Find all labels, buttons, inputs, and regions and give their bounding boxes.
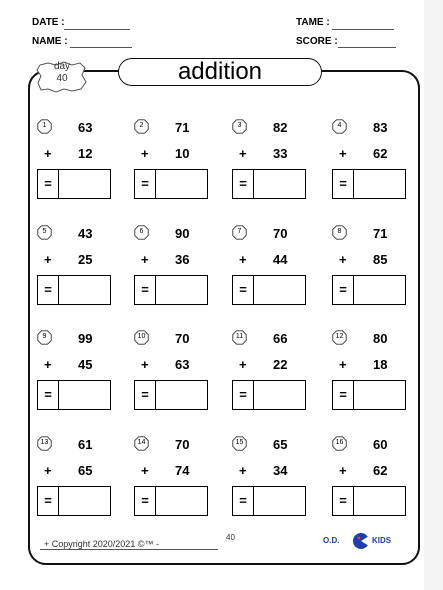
logo-left-text: O.D. [323, 536, 340, 545]
plus-sign: + [141, 146, 149, 161]
problem-number: 15 [235, 439, 244, 446]
problem-number-badge [332, 436, 347, 451]
addend-bottom: 63 [175, 357, 190, 372]
plus-sign: + [239, 146, 247, 161]
problem-10 [134, 330, 214, 410]
addend-top: 71 [175, 120, 190, 135]
addend-bottom: 44 [273, 252, 288, 267]
copyright-text: + Copyright 2020/2021 ©™ - [44, 539, 159, 549]
answer-box[interactable] [37, 486, 111, 516]
answer-box[interactable] [232, 380, 306, 410]
addend-bottom: 65 [78, 463, 93, 478]
problem-number-badge [134, 119, 149, 134]
addend-top: 61 [78, 437, 93, 452]
plus-sign: + [44, 463, 52, 478]
addend-top: 80 [373, 331, 388, 346]
problem-3 [232, 119, 312, 199]
logo-right-text: KIDS [372, 536, 392, 545]
answer-box[interactable] [232, 486, 306, 516]
plus-sign: + [239, 252, 247, 267]
addend-top: 60 [373, 437, 388, 452]
answer-box[interactable] [134, 486, 208, 516]
plus-sign: + [44, 146, 52, 161]
addend-bottom: 12 [78, 146, 93, 161]
addend-top: 71 [373, 226, 388, 241]
addend-top: 63 [78, 120, 93, 135]
problem-number: 12 [335, 333, 344, 340]
addend-top: 66 [273, 331, 288, 346]
page-number: 40 [226, 533, 235, 542]
equals-sign: = [38, 276, 59, 304]
problem-2 [134, 119, 214, 199]
plus-sign: + [44, 252, 52, 267]
problem-number: 5 [42, 228, 47, 235]
equals-sign: = [135, 170, 156, 198]
addend-bottom: 18 [373, 357, 388, 372]
equals-sign: = [135, 487, 156, 515]
plus-sign: + [339, 146, 347, 161]
plus-sign: + [339, 463, 347, 478]
addend-top: 70 [273, 226, 288, 241]
addend-bottom: 45 [78, 357, 93, 372]
problem-number: 6 [139, 228, 144, 235]
date-label: DATE : [32, 17, 65, 28]
addend-top: 90 [175, 226, 190, 241]
plus-sign: + [339, 252, 347, 267]
plus-sign: + [239, 463, 247, 478]
addend-bottom: 62 [373, 146, 388, 161]
problem-7 [232, 225, 312, 305]
equals-sign: = [333, 276, 354, 304]
equals-sign: = [333, 381, 354, 409]
addend-bottom: 33 [273, 146, 288, 161]
problem-number-badge [37, 436, 52, 451]
date-line [64, 29, 130, 30]
score-line [338, 47, 396, 48]
problem-number-badge [134, 436, 149, 451]
equals-sign: = [135, 381, 156, 409]
addend-bottom: 34 [273, 463, 288, 478]
problem-8 [332, 225, 412, 305]
addend-bottom: 74 [175, 463, 190, 478]
equals-sign: = [38, 170, 59, 198]
addend-top: 99 [78, 331, 93, 346]
equals-sign: = [233, 381, 254, 409]
answer-box[interactable] [37, 275, 111, 305]
problem-number-badge [232, 330, 247, 345]
problem-4 [332, 119, 412, 199]
odkids-logo [323, 531, 399, 551]
problem-number: 2 [139, 122, 144, 129]
day-number: 40 [56, 73, 68, 84]
answer-box[interactable] [332, 486, 406, 516]
answer-box[interactable] [332, 380, 406, 410]
problem-number: 14 [137, 439, 146, 446]
problem-5 [37, 225, 117, 305]
addend-bottom: 85 [373, 252, 388, 267]
problem-number-badge [232, 119, 247, 134]
equals-sign: = [135, 276, 156, 304]
footer-line [40, 549, 218, 550]
problem-number-badge [37, 119, 52, 134]
plus-sign: + [141, 252, 149, 267]
problem-number: 11 [235, 333, 244, 340]
answer-box[interactable] [134, 169, 208, 199]
equals-sign: = [233, 276, 254, 304]
equals-sign: = [38, 381, 59, 409]
tame-label: TAME : [296, 17, 330, 28]
problem-13 [37, 436, 117, 516]
answer-box[interactable] [332, 169, 406, 199]
problem-number-badge [37, 225, 52, 240]
answer-box[interactable] [134, 275, 208, 305]
equals-sign: = [233, 487, 254, 515]
problem-14 [134, 436, 214, 516]
logo-mark-icon [352, 532, 370, 550]
problem-number-badge [332, 225, 347, 240]
problem-9 [37, 330, 117, 410]
addend-top: 83 [373, 120, 388, 135]
problem-number: 7 [237, 228, 242, 235]
equals-sign: = [333, 487, 354, 515]
plus-sign: + [141, 463, 149, 478]
answer-box[interactable] [232, 169, 306, 199]
problem-number: 13 [40, 439, 49, 446]
problem-number-badge [332, 119, 347, 134]
answer-box[interactable] [332, 275, 406, 305]
day-badge [36, 60, 88, 94]
name-label: NAME : [32, 36, 68, 47]
problem-number-badge [134, 225, 149, 240]
addend-top: 70 [175, 331, 190, 346]
addend-top: 43 [78, 226, 93, 241]
plus-sign: + [339, 357, 347, 372]
page-title: addition [118, 58, 322, 86]
addend-top: 65 [273, 437, 288, 452]
day-badge-text [36, 61, 88, 85]
problem-number: 1 [42, 122, 47, 129]
problem-16 [332, 436, 412, 516]
day-label: day [53, 61, 71, 72]
addend-bottom: 25 [78, 252, 93, 267]
problem-number-badge [232, 225, 247, 240]
problem-number: 4 [337, 122, 342, 129]
addend-bottom: 22 [273, 357, 288, 372]
answer-box[interactable] [37, 169, 111, 199]
problem-1 [37, 119, 117, 199]
problem-number: 8 [337, 228, 342, 235]
problem-number: 9 [42, 333, 47, 340]
addend-bottom: 10 [175, 146, 190, 161]
plus-sign: + [239, 357, 247, 372]
answer-box[interactable] [134, 380, 208, 410]
answer-box[interactable] [232, 275, 306, 305]
problem-number: 10 [137, 333, 146, 340]
equals-sign: = [233, 170, 254, 198]
addend-bottom: 36 [175, 252, 190, 267]
problem-number-badge [232, 436, 247, 451]
plus-sign: + [44, 357, 52, 372]
addend-top: 70 [175, 437, 190, 452]
equals-sign: = [333, 170, 354, 198]
equals-sign: = [38, 487, 59, 515]
problem-15 [232, 436, 312, 516]
problem-12 [332, 330, 412, 410]
score-label: SCORE : [296, 36, 338, 47]
answer-box[interactable] [37, 380, 111, 410]
problem-number: 3 [237, 122, 242, 129]
problem-number-badge [37, 330, 52, 345]
problem-number-badge [332, 330, 347, 345]
plus-sign: + [141, 357, 149, 372]
problem-6 [134, 225, 214, 305]
addend-bottom: 62 [373, 463, 388, 478]
problem-number-badge [134, 330, 149, 345]
tame-line [332, 29, 394, 30]
problem-number: 16 [335, 439, 344, 446]
name-line [70, 47, 132, 48]
problem-11 [232, 330, 312, 410]
addend-top: 82 [273, 120, 288, 135]
